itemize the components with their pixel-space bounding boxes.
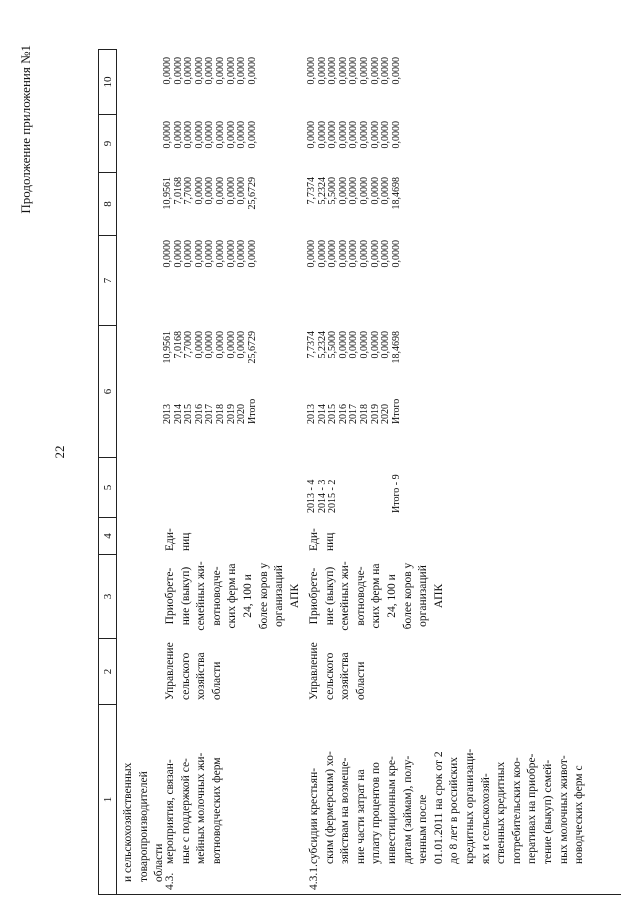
text-line: ским (фермерским) хо- [323,751,336,864]
value-cell: 0,0000 [337,121,349,149]
value-cell: 7,7000 [183,331,195,359]
row-number: 4.3.1. [308,864,320,890]
value-cell: 0,0000 [172,121,184,149]
row-description [307,708,588,864]
column-8-values [307,177,402,222]
value-cell: 0,0000 [193,121,205,149]
value-cell: Итого - 9 [390,474,402,513]
value-cell: 7,7374 [306,177,317,205]
value-cell: 0,0000 [204,177,216,205]
value-cell: 0,0000 [204,121,216,149]
value-cell: 0,0000 [380,121,392,149]
row-number: 4.3. [164,872,176,890]
value-cell: 0,0000 [380,240,392,268]
value-cell: 0,0000 [225,331,237,359]
text-line: субсидии крестьян- [308,767,320,864]
text-line: дитам (займам), полу- [401,755,414,864]
value-cell: 5,5000 [327,177,339,205]
text-line: сельского [323,652,336,700]
value-cell: 0,0000 [380,331,392,359]
value-cell: 0,0000 [236,57,248,85]
text-line: ских ферм на [226,563,239,629]
indicator-name [163,554,303,638]
value-cell: 0,0000 [193,240,205,268]
text-line: семейных жи- [195,561,208,631]
text-line: Управление [308,642,320,700]
text-line: 01.01.2011 на срок от 2 [432,751,445,864]
year-cell: 2017 [348,404,360,424]
value-cell: 0,0000 [390,57,402,85]
text-line: 24, 100 и [241,574,254,618]
intro-text [121,712,168,882]
value-cell: 0,0000 [358,177,370,205]
year-cell: 2019 [225,404,237,424]
column-9-values [307,121,402,166]
total-amount-column [307,331,402,376]
value-cell: 0,0000 [348,240,360,268]
years-column [307,384,402,424]
value-cell: 0,0000 [369,240,381,268]
text-line: Еди- [164,528,176,551]
text-line: организаций [273,565,286,627]
value-cell: 0,0000 [369,331,381,359]
value-cell: 0,0000 [380,57,392,85]
value-cell [371,459,382,513]
year-cell: 2014 [172,404,184,424]
text-line: более коров у [401,562,414,630]
value-cell: 0,0000 [358,57,370,85]
value-cell: 10,9561 [162,177,173,210]
row-description [163,708,225,864]
text-line: более коров у [257,562,270,630]
value-cell: 7,0168 [172,331,184,359]
text-line: ских ферм на [370,563,383,629]
text-line: сельского [179,652,192,700]
text-line: вотноводче- [210,566,223,626]
value-cell: 0,0000 [162,240,173,268]
text-line: новодческих ферм с [573,765,586,864]
text-line: 24, 100 и [385,574,398,618]
years-column [163,384,258,424]
value-cell: 0,0000 [183,121,195,149]
text-line: зяйствам на возмеще- [339,757,352,864]
year-cell: 2017 [204,404,216,424]
value-cell: 0,0000 [306,57,317,85]
value-cell: 0,0000 [358,240,370,268]
value-cell: 0,0000 [369,177,381,205]
text-line: ние (выкуп) [179,566,192,626]
year-cell: 2019 [369,404,381,424]
value-cell: 0,0000 [214,57,226,85]
text-line: вотноводческих ферм [210,757,223,864]
text-line: семейных жи- [339,561,352,631]
value-cell: 0,0000 [204,240,216,268]
year-cell: 2014 [316,404,328,424]
year-cell: 2013 [306,404,317,424]
value-cell: 7,0168 [172,177,184,205]
value-cell: 0,0000 [246,121,258,149]
text-line: области [354,661,367,700]
text-line: АПК [432,583,445,609]
column-header: 4 [99,517,117,554]
text-line: Управление [164,642,176,700]
value-cell [349,459,360,513]
value-cell: 0,0000 [204,57,216,85]
value-cell: 0,0000 [358,121,370,149]
column-10-values [307,57,402,102]
value-cell: 10,9561 [162,331,173,364]
value-cell: 0,0000 [348,57,360,85]
value-cell: 18,4698 [390,177,402,210]
column-10-values [163,57,258,102]
value-cell: 0,0000 [337,57,349,85]
text-line: АПК [288,583,301,609]
target-value-column [307,459,402,513]
text-line: Приобрете- [164,567,176,625]
year-cell: 2015 [183,404,195,424]
value-cell: 0,0000 [225,121,237,149]
text-line: ние (выкуп) [323,566,336,626]
year-cell: 2013 [162,404,173,424]
year-cell: 2020 [236,404,248,424]
text-line: ниц [323,532,336,551]
value-cell: 0,0000 [172,57,184,85]
value-cell: 0,0000 [337,240,349,268]
column-header: 3 [99,554,117,638]
column-7-values [163,240,258,282]
value-cell: 0,0000 [337,331,349,359]
text-line: вотноводче- [354,566,367,626]
total-amount-column [163,331,258,376]
text-line: ниц [179,532,192,551]
text-line: хозяйства [339,652,352,700]
value-cell: 0,0000 [327,240,339,268]
year-cell: Итого [246,398,258,424]
text-line: ственных кредитных [495,761,508,864]
value-cell: 0,0000 [316,121,328,149]
value-cell: 0,0000 [172,240,184,268]
value-cell: 0,0000 [214,331,226,359]
column-8-values [163,177,258,222]
text-line: ных молочных живот- [557,755,570,864]
value-cell: 0,0000 [390,240,402,268]
text-line: мейных молочных жи- [195,752,208,864]
value-cell: 0,0000 [225,177,237,205]
value-cell: 0,0000 [246,240,258,268]
text-line: организаций [417,565,430,627]
value-cell [360,459,371,513]
value-cell: 2015 - 2 [327,479,339,513]
value-cell: 0,0000 [193,57,205,85]
value-cell: 0,0000 [348,121,360,149]
value-cell: 5,2324 [316,331,328,359]
text-line: инвестиционным кре- [385,756,398,864]
unit-of-measure [163,519,194,551]
year-cell: 2016 [337,404,349,424]
value-cell: 7,7000 [183,177,195,205]
value-cell: 0,0000 [337,177,349,205]
value-cell: 5,5000 [327,331,339,359]
value-cell: 0,0000 [162,121,173,149]
value-cell: 0,0000 [327,57,339,85]
value-cell: 0,0000 [306,240,317,268]
text-line: области [153,843,166,882]
year-cell: 2018 [358,404,370,424]
column-9-values [163,121,258,166]
column-header: 5 [99,457,117,517]
text-line: Приобрете- [308,567,320,625]
value-cell: 0,0000 [162,57,173,85]
column-header: 10 [99,49,117,114]
text-line: и сельскохозяйственных [122,762,134,882]
value-cell: 0,0000 [327,121,339,149]
column-header: 9 [99,114,117,172]
column-header: 2 [99,638,117,704]
text-line: потребительских коо- [510,757,523,864]
value-cell: 0,0000 [225,240,237,268]
value-cell: 0,0000 [348,331,360,359]
page-number: 22 [52,445,67,459]
value-cell: 5,2324 [316,177,328,205]
text-line: ях и сельскохозяй- [479,773,492,864]
value-cell: 2014 - 3 [316,479,328,513]
text-line: Еди- [308,528,320,551]
text-line: уплату процентов по [370,762,383,864]
value-cell: 0,0000 [306,121,317,149]
text-line: хозяйства [195,652,208,700]
text-line: товаропроизводителей [137,771,150,882]
responsible-executor [307,640,369,700]
text-line: мероприятия, связан- [164,759,176,864]
column-number-row [99,49,117,894]
value-cell: 7,7374 [306,331,317,359]
value-cell: 0,0000 [193,177,205,205]
value-cell: 0,0000 [236,240,248,268]
value-cell: 0,0000 [380,177,392,205]
column-header: 1 [99,704,117,894]
column-7-values [307,240,402,282]
year-cell: 2018 [214,404,226,424]
value-cell: 25,6729 [246,331,258,364]
value-cell: 0,0000 [316,240,328,268]
text-line: кредитных организаци- [463,748,476,864]
value-cell: 0,0000 [204,331,216,359]
responsible-executor [163,640,225,700]
value-cell: 0,0000 [369,121,381,149]
text-line: ченным после [417,794,430,864]
value-cell: 0,0000 [246,57,258,85]
indicator-name [307,554,447,638]
value-cell [339,459,350,513]
continuation-title: Продолжение приложения №1 [18,45,33,214]
text-line: ные с поддержкой се- [179,758,192,864]
text-line: до 8 лет в российских [448,756,461,864]
value-cell: 0,0000 [183,57,195,85]
value-cell: 0,0000 [183,240,195,268]
value-cell: 0,0000 [214,177,226,205]
value-cell: 0,0000 [358,331,370,359]
value-cell: 25,6729 [246,177,258,210]
value-cell: 0,0000 [214,121,226,149]
text-line: тение (выкуп) семей- [541,759,554,864]
value-cell: 0,0000 [348,177,360,205]
value-cell: 18,4698 [390,331,402,364]
column-header: 7 [99,235,117,325]
text-line: перативах на приобре- [526,753,539,864]
year-cell: Итого [390,398,402,424]
unit-of-measure [307,519,338,551]
value-cell: 0,0000 [390,121,402,149]
value-cell: 0,0000 [316,57,328,85]
year-cell: 2016 [193,404,205,424]
value-cell: 0,0000 [225,57,237,85]
value-cell: 0,0000 [236,121,248,149]
value-cell: 0,0000 [214,240,226,268]
column-header: 8 [99,172,117,235]
year-cell: 2020 [380,404,392,424]
text-line: области [210,661,223,700]
text-line: ние части затрат на [354,769,367,864]
value-cell: 0,0000 [236,177,248,205]
value-cell: 2013 - 4 [306,479,317,513]
value-cell: 0,0000 [369,57,381,85]
year-cell: 2015 [327,404,339,424]
data-table [98,49,621,895]
value-cell: 0,0000 [193,331,205,359]
value-cell: 0,0000 [236,331,248,359]
column-header: 6 [99,325,117,457]
